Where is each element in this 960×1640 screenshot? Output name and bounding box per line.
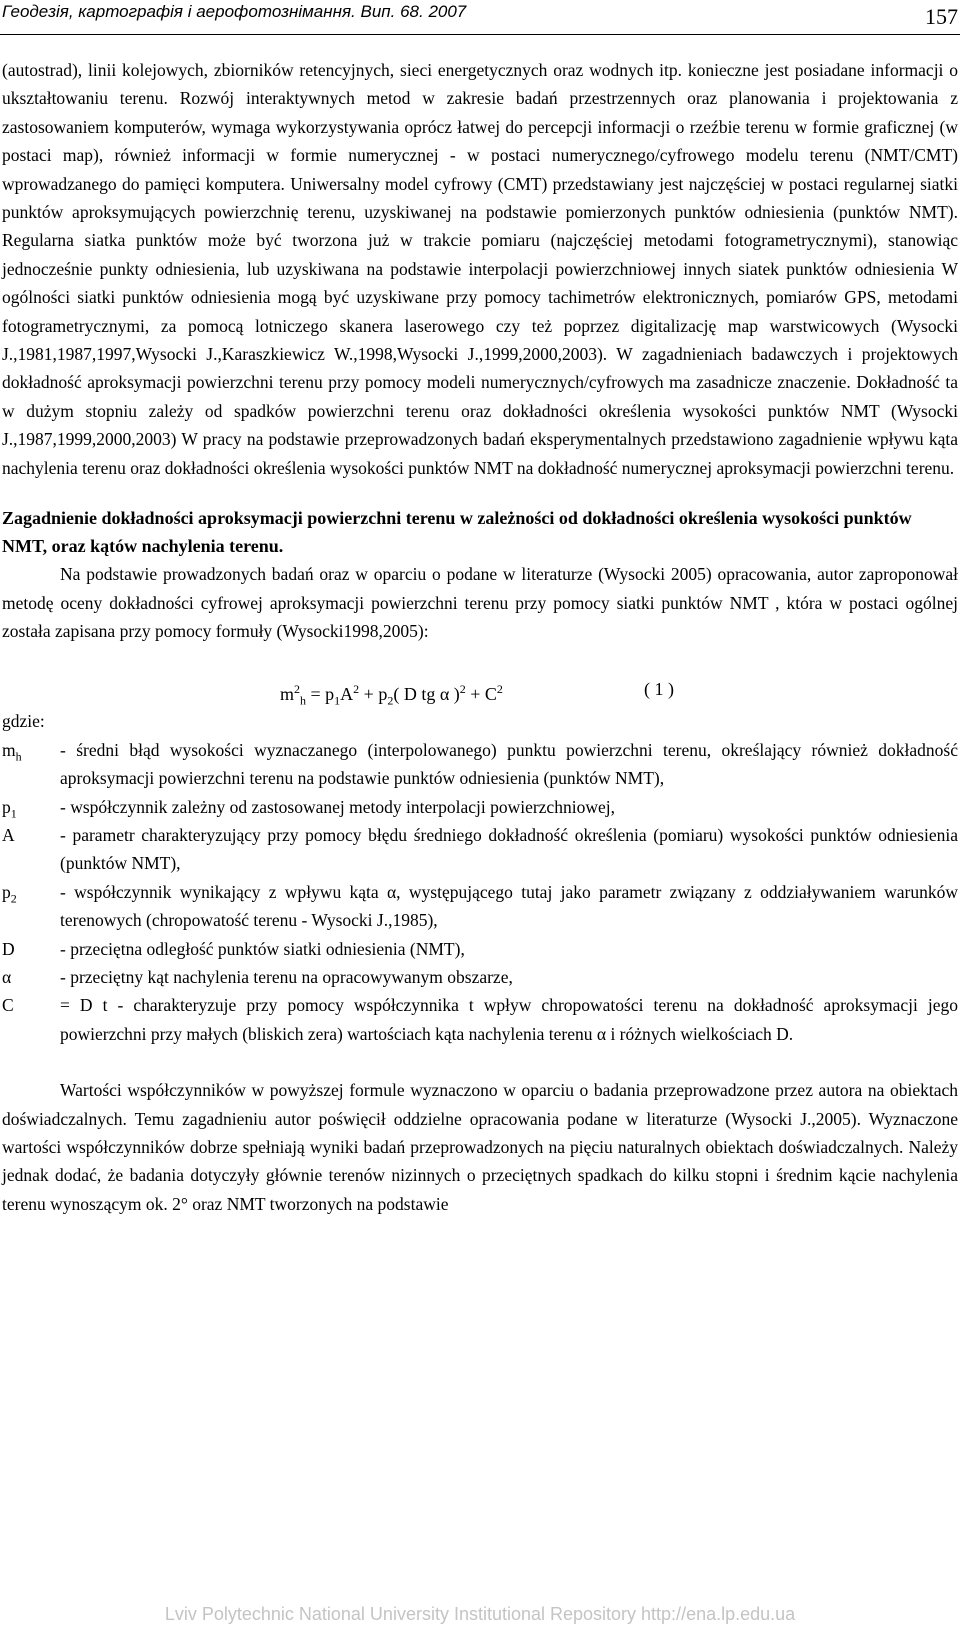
formula-number: ( 1 ) [644,679,674,700]
definition-p1: $p_1$ - współczynnik zależny od zastosowanej metody interpolacji powierzchniowej, [2,796,615,821]
definitions-list [2,736,958,1048]
definition-p2: $p_2$ - współczynnik wynikający z wpływu kąta α, występującego tutaj jako parametr związany z oddziaływaniem warunków terenowych (chropowatość terenu - Wysocki J.,1985), [2,881,958,931]
running-head: Геодезія, картографія і аерофотознімання. Вип. 68. 2007 [2,2,467,21]
definition-d: D - przeciętna odległość punktów siatki odniesienia (NMT), [2,938,465,959]
paragraph-coefficients: Wartości współczynników w powyższej formule wyznaczono w oparciu o badania przeprowadzone przez autora na obiektach doświadczalnych. Temu zagadnieniu autor poświęcił oddzielne opracowania podane w literaturze (Wysocki J.,2005). Wyznaczone wartości współczynników dobrze spełniają wyniki badań przeprowadzonych na pięciu naturalnych obiektach doświadczalnych. Należy jednak dodać, że badania dotyczyły głównie terenów nizinnych o przeciętnych spadkach do kilku stopni i średnim kącie nachylenia terenu wynoszącym ok. 2° oraz NMT tworzonych na podstawie [2,1080,958,1214]
definition-mh: $m_h$ - średni błąd wysokości wyznaczanego (interpolowanego) punktu powierzchni terenu, określający również dokładność aproksymacji powierzchni terenu na podstawie punktów odniesienia (punktów NMT), [2,739,958,789]
definitions-intro: gdzie: [2,711,45,732]
formula-block [2,667,958,707]
definition-a: A - parametr charakteryzujący przy pomocy błędu średniego dokładność określenia (pomiaru) wysokości punktów odniesienia (punktów NMT), [2,824,958,874]
page-body [2,56,958,1218]
definition-alpha: α - przeciętny kąt nachylenia terenu na opracowywanym obszarze, [2,966,513,987]
spacer [2,1048,958,1076]
definition-c: C = D t - charakteryzuje przy pomocy współczynnika t wpływ chropowatości terenu na dokładność aproksymacji jego powierzchni przy małych (bliskich zera) wartościach kąta nachylenia terenu α i różnych wielkościach D. [2,995,958,1044]
paragraph-intro: (autostrad), linii kolejowych, zbiorników retencyjnych, sieci energetycznych oraz wodnych itp. konieczne jest posiadane informacji o ukształtowaniu terenu. Rozwój interaktywnych metod w zakresie badań przestrzennych oraz planowania i projektowania z zastosowaniem komputerów, wymaga wykorzystywania oprócz łatwej do percepcji informacji o rzeźbie terenu w formie graficznej (w postaci map), również informacji w formie numerycznej - w postaci numerycznego/cyfrowego modelu terenu (NMT/CMT) wprowadzanego do pamięci komputera. Uniwersalny model cyfrowy (CMT) przedstawiany jest najczęściej w postaci regularnej siatki punktów aproksymujących powierzchnię terenu, uzyskiwanej na podstawie pomierzonych punktów odniesienia (punktów NMT). Regularna siatka punktów może być tworzona już w trakcie pomiaru (najczęściej metodami fotogrametrycznymi), stanowiąc jednocześnie punkty odniesienia, lub uzyskiwana na podstawie interpolacji powierzchniowej innych siatek punktów odniesienia W ogólności siatki punktów odniesienia mogą być uzyskiwane przy pomocy tachimetrów elektronicznych, pomiarów GPS, metodami fotogrametrycznymi, za pomocą lotniczego skanera laserowego czy też poprzez digitalizację map warstwicowych (Wysocki J.,1981,1987,1997,Wysocki J.,Karaszkiewicz W.,1998,Wysocki J.,1999,2000,2003). W zagadnieniach badawczych i projektowych dokładność aproksymacji powierzchni terenu przy pomocy modeli numerycznych/cyfrowych ma zasadnicze znaczenie. Dokładność ta w dużym stopniu zależy od spadków powierzchni terenu oraz dokładności określenia wysokości punktów NMT (Wysocki J.,1987,1999,2000,2003) W pracy na podstawie przeprowadzonych badań eksperymentalnych przedstawiono zagadnienie wpływu kąta nachylenia terenu oraz dokładności określenia wysokości punktów NMT na dokładność numerycznej aproksymacji powierzchni terenu. [2,60,958,478]
paragraph-method: Na podstawie prowadzonych badań oraz w oparciu o podane w literaturze (Wysocki 2005) opracowania, autor zaproponował metodę oceny dokładności cyfrowej aproksymacji powierzchni terenu przy pomocy siatki punktów NMT , która w postaci ogólnej została zapisana przy pomocy formuły (Wysocki1998,2005): [2,564,958,641]
formula: $m^2_h = p_1A^2 + p_2$( D tg α )$^2 + C^2$ [280,682,503,708]
section-heading: Zagadnienie dokładności aproksymacji powierzchni terenu w zależności od dokładności określenia wysokości punktów NMT, oraz kątów nachylenia terenu. [2,508,912,557]
page-number: 157 [925,4,958,29]
page-header [0,0,960,35]
repository-footer: Lviv Polytechnic National University Institutional Repository http://ena.lp.edu.ua [164,1604,796,1624]
